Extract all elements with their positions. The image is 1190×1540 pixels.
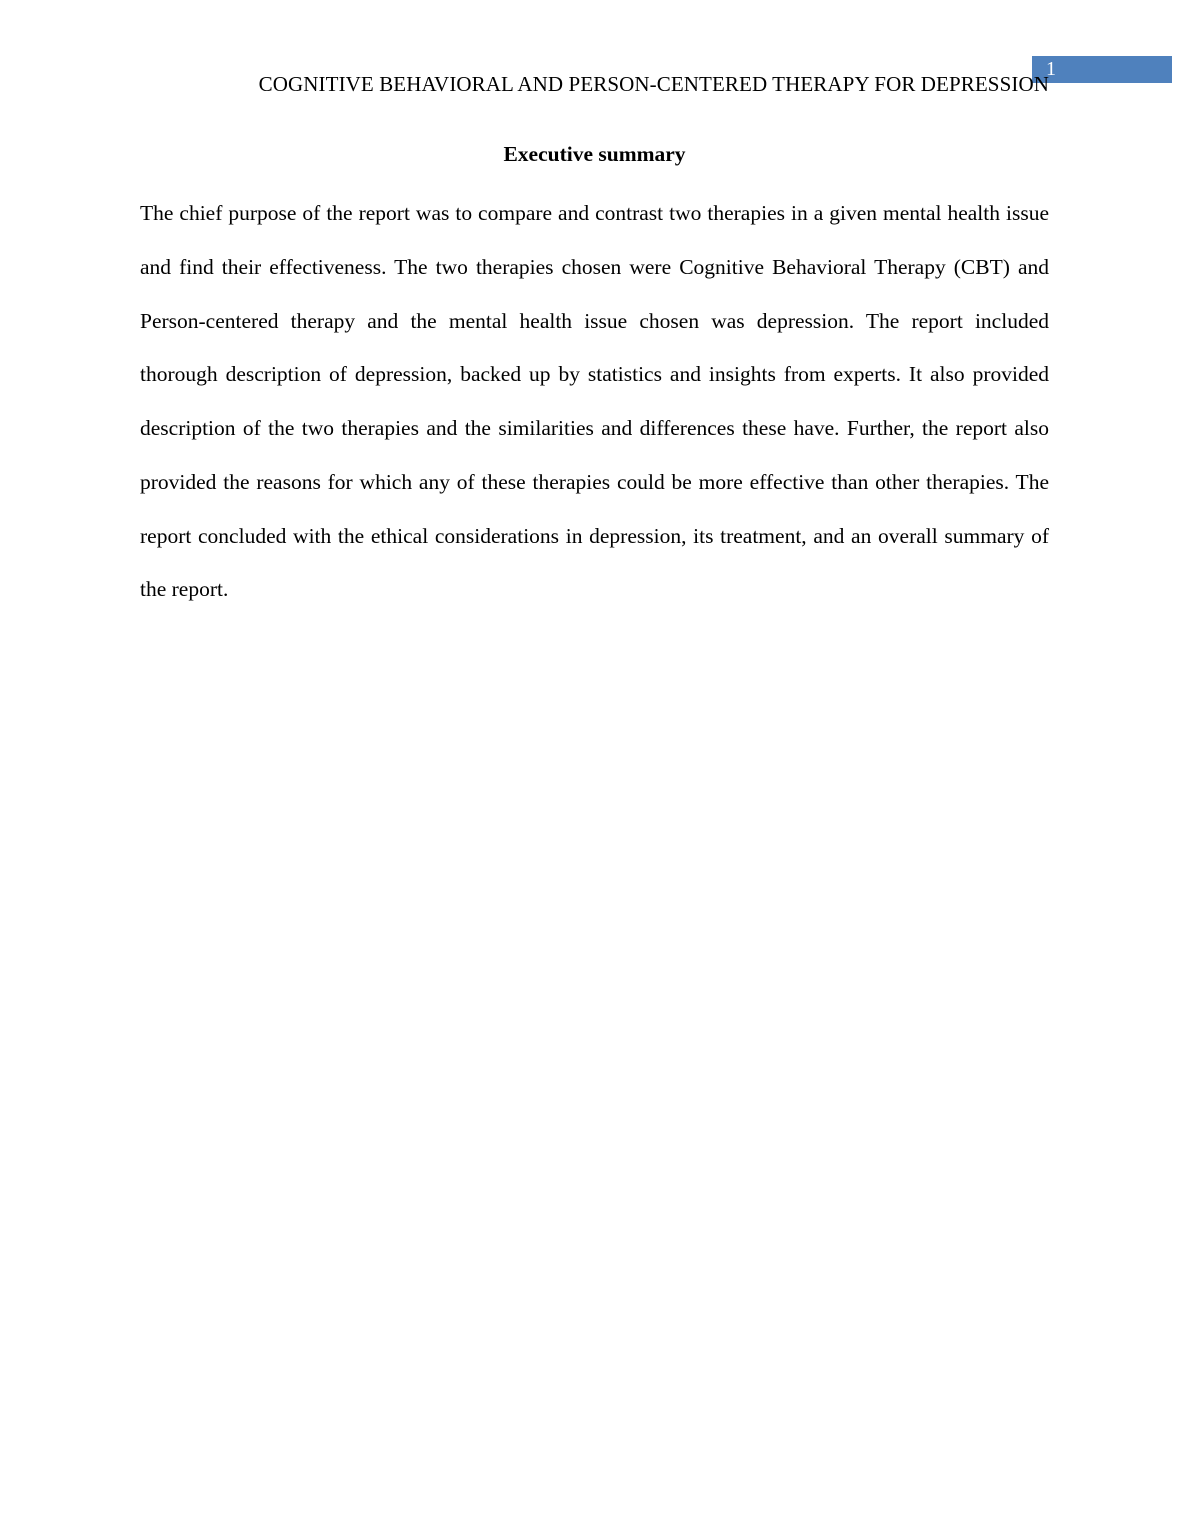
running-head: COGNITIVE BEHAVIORAL AND PERSON-CENTERED THERAPY FOR DEPRESSION [258, 72, 1049, 96]
summary-paragraph: The chief purpose of the report was to compare and contrast two therapies in a given mental health issue and find their effectiveness. The two therapies chosen were Cognitive Behavioral Therapy (CBT) and Person-centered therapy and the mental health issue chosen was depression. The report included thorough description of depression, backed up by statistics and insights from experts. It also provided description of the two therapies and the similarities and differences these have. Further, the report also provided the reasons for which any of these therapies could be more effective than other therapies. The report concluded with the ethical considerations in depression, its treatment, and an overall summary of the report. [140, 201, 1049, 602]
page-number-badge [1032, 56, 1172, 83]
page-number: 1 [1046, 58, 1056, 80]
section-title: Executive summary [503, 142, 686, 166]
